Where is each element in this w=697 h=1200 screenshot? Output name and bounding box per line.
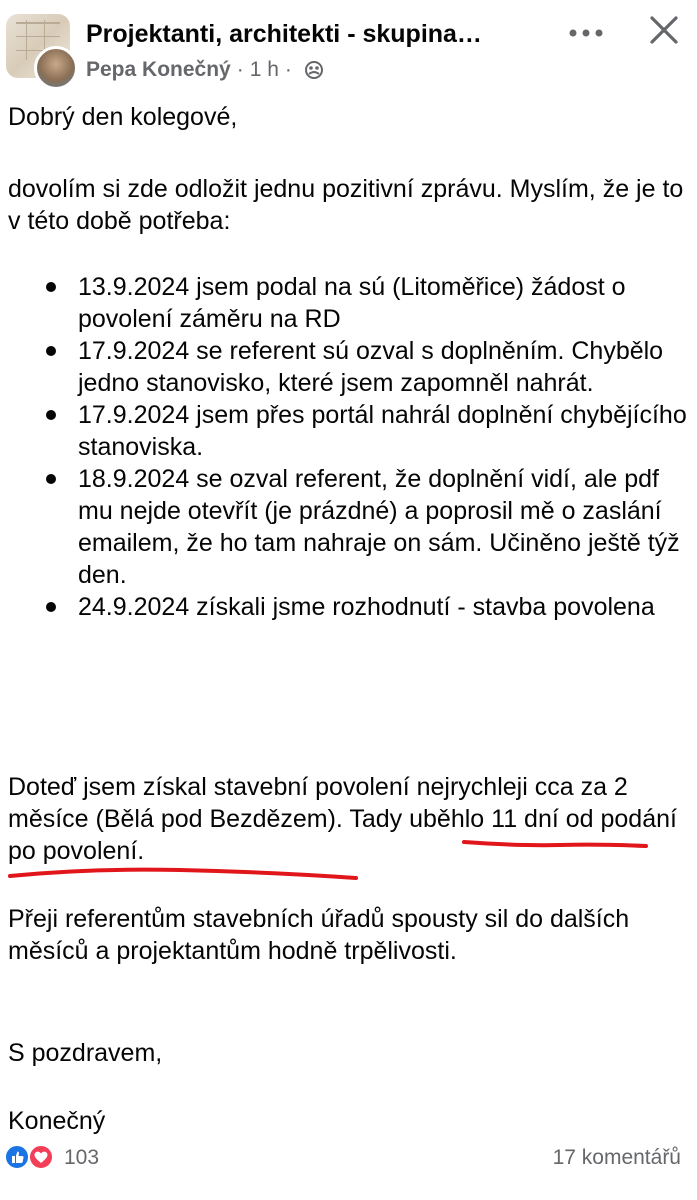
close-icon[interactable]	[648, 14, 680, 46]
group-title[interactable]: Projektanti, architekti - skupina…	[86, 20, 482, 48]
meta-separator: ·	[236, 58, 244, 81]
post-time[interactable]: 1 h	[249, 58, 279, 81]
underline-stroke	[10, 870, 356, 878]
post-intro: dovolím si zde odložit jednu pozitivní zprávu. Myslím, že je to v této době potřeba:	[8, 175, 684, 235]
list-item-text: 24.9.2024 získali jsme rozhodnutí - stavba povolena	[78, 593, 655, 621]
list-item	[8, 271, 688, 335]
post-greeting: Dobrý den kolegové,	[8, 103, 238, 131]
bullet-dot	[46, 474, 56, 484]
post-header	[0, 0, 697, 92]
post-signature: Konečný	[8, 1107, 106, 1135]
bullet-dot	[46, 282, 56, 292]
author-name[interactable]: Pepa Konečný	[86, 58, 231, 81]
list-item	[8, 399, 688, 463]
list-item-text: 13.9.2024 jsem podal na sú (Litoměřice) žádost o povolení záměru na RD	[78, 273, 626, 333]
reaction-count[interactable]: 103	[64, 1146, 100, 1169]
bullet-dot	[46, 346, 56, 356]
list-item-text: 18.9.2024 se ozval referent, že doplnění vidí, ale pdf mu nejde otevřít (je prázdné) a poprosil mě o zaslání emailem, že ho tam nahraje on sám. Učiněno ještě týž den.	[78, 465, 680, 589]
list-item	[8, 463, 688, 591]
list-item	[8, 335, 688, 399]
post-result: Doteď jsem získal stavební povolení nejrychleji cca za 2 měsíce (Bělá pod Bezdězem). Tady uběhlo 11 dní od podání po povolení.	[8, 773, 677, 865]
post-footer	[0, 1140, 697, 1180]
author-avatar[interactable]	[34, 46, 78, 90]
heart-icon	[30, 1146, 52, 1168]
timeline-list	[8, 271, 688, 623]
post-wish: Přeji referentům stavebních úřadů spousty sil do dalších měsíců a projektantům hodně trpělivosti.	[8, 905, 630, 965]
comment-count[interactable]: 17 komentářů	[552, 1146, 681, 1169]
more-dots-icon[interactable]	[568, 28, 604, 38]
post-meta	[86, 58, 324, 82]
bullet-dot	[46, 410, 56, 420]
love-reaction-icon[interactable]	[28, 1144, 54, 1170]
list-item-text: 17.9.2024 se referent sú ozval s doplněním. Chybělo jedno stanovisko, které jsem zapomněl nahrát.	[78, 337, 664, 397]
thumbs-up-icon	[6, 1146, 28, 1168]
like-reaction-icon[interactable]	[4, 1144, 30, 1170]
list-item	[8, 591, 688, 623]
meta-separator: ·	[284, 58, 292, 81]
list-item-text: 17.9.2024 jsem přes portál nahrál doplnění chybějícího stanoviska.	[78, 401, 687, 461]
members-only-icon	[304, 60, 324, 80]
bullet-dot	[46, 602, 56, 612]
post-regards: S pozdravem,	[8, 1039, 163, 1067]
